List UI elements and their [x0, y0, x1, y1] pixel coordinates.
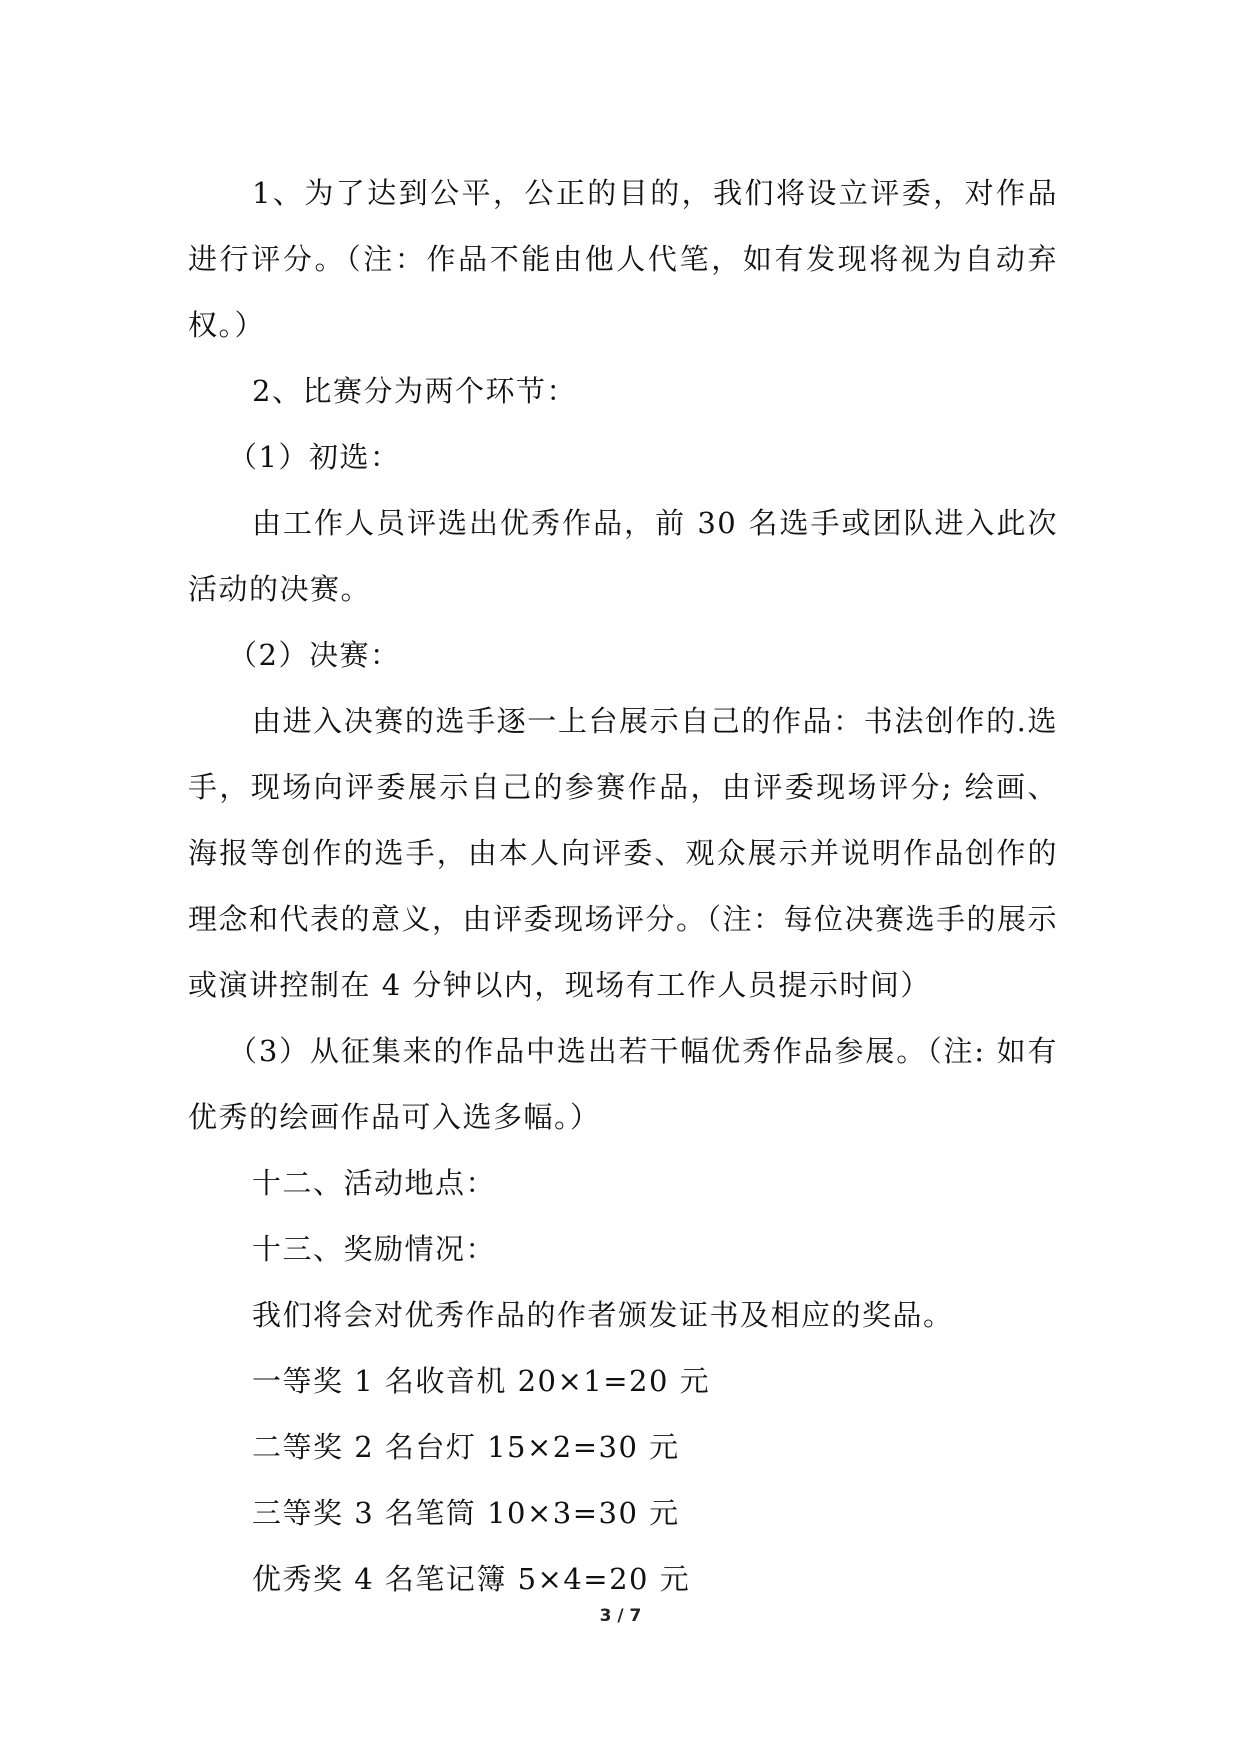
- paragraph-preliminary-heading: （1）初选：: [228, 440, 401, 474]
- paragraph-excellence-prize: 优秀奖 4 名笔记簿 5×4=20 元: [252, 1562, 691, 1596]
- paragraph-judging-rule: 1、为了达到公平，公正的目的，我们将设立评委，对作品进行评分。（注：作品不能由他人代笔，如有发现将视为自动弃权。）: [188, 176, 1058, 342]
- paragraph-venue: 十二、活动地点：: [252, 1166, 497, 1200]
- paragraph-two-stages: 2、比赛分为两个环节：: [252, 374, 577, 408]
- paragraph-final-heading: （2）决赛：: [228, 638, 401, 672]
- paragraph-third-prize: 三等奖 3 名笔筒 10×3=30 元: [252, 1496, 680, 1530]
- paragraph-exhibition: （3）从征集来的作品中选出若干幅优秀作品参展。（注: 如有优秀的绘画作品可入选多幅。）: [188, 1034, 1058, 1134]
- paragraph-awards-heading: 十三、奖励情况：: [252, 1232, 497, 1266]
- paragraph-first-prize: 一等奖 1 名收音机 20×1=20 元: [252, 1364, 711, 1398]
- document-body: [188, 160, 1058, 1612]
- paragraph-preliminary-detail: 由工作人员评选出优秀作品，前 30 名选手或团队进入此次活动的决赛。: [188, 506, 1058, 606]
- paragraph-awards-intro: 我们将会对优秀作品的作者颁发证书及相应的奖品。: [252, 1298, 954, 1332]
- page-number: 3 / 7: [599, 1606, 642, 1626]
- paragraph-final-detail: 由进入决赛的选手逐一上台展示自己的作品：书法创作的.选手，现场向评委展示自己的参赛作品，由评委现场评分; 绘画、海报等创作的选手，由本人向评委、观众展示并说明作品创作的理念和代表的意义，由评委现场评分。（注：每位决赛选手的展示或演讲控制在 4 分钟以内，现场有工作人员提示时间）: [188, 704, 1059, 1002]
- paragraph-second-prize: 二等奖 2 名台灯 15×2=30 元: [252, 1430, 680, 1464]
